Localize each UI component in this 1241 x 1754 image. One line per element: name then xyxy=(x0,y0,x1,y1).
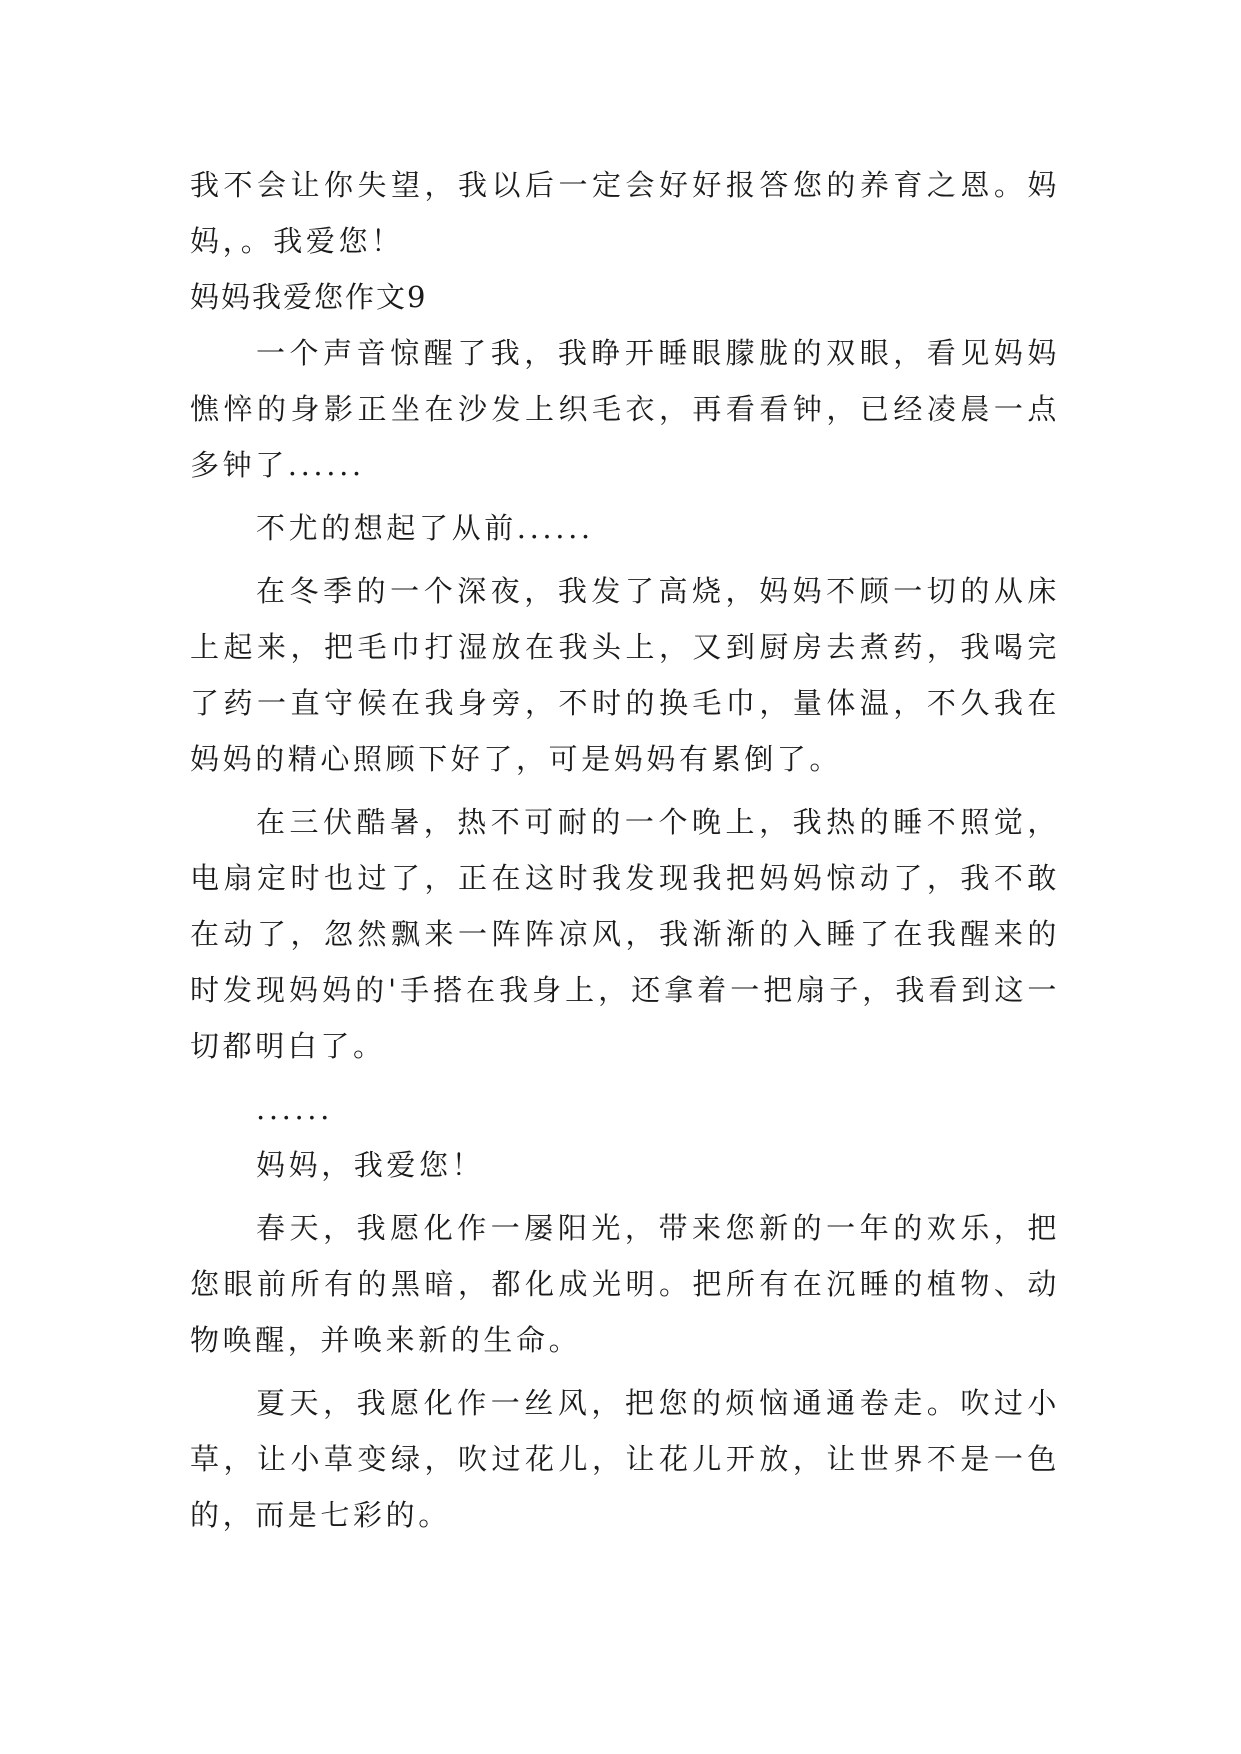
paragraph-summer-night: 在三伏酷暑，热不可耐的一个晚上，我热的睡不照觉，电扇定时也过了，正在这时我发现我把妈妈惊动了，我不敢在动了，忽然飘来一阵阵凉风，我渐渐的入睡了在我醒来的时发现妈妈的'手搭在我身上，还拿着一把扇子，我看到这一切都明白了。 xyxy=(190,805,1060,1063)
paragraph-spring: 春天，我愿化作一屡阳光，带来您新的一年的欢乐，把您眼前所有的黑暗，都化成光明。把所有在沉睡的植物、动物唤醒，并唤来新的生命。 xyxy=(190,1211,1060,1357)
paragraph-waking: 一个声音惊醒了我，我睁开睡眼朦胧的双眼，看见妈妈憔悴的身影正坐在沙发上织毛衣，再看看钟，已经凌晨一点多钟了...... xyxy=(190,336,1060,482)
paragraph-winter-night: 在冬季的一个深夜，我发了高烧，妈妈不顾一切的从床上起来，把毛巾打湿放在我头上，又到厨房去煮药，我喝完了药一直守候在我身旁，不时的换毛巾，量体温，不久我在妈妈的精心照顾下好了，可是妈妈有累倒了。 xyxy=(190,574,1060,776)
essay-title: 妈妈我爱您作文9 xyxy=(190,280,428,314)
paragraph-i-love-you: 妈妈，我爱您！ xyxy=(256,1148,485,1182)
paragraph-summer: 夏天，我愿化作一丝风，把您的烦恼通通卷走。吹过小草，让小草变绿，吹过花儿，让花儿开放，让世界不是一色的，而是七彩的。 xyxy=(190,1386,1060,1532)
essay-body xyxy=(190,157,1060,1543)
paragraph-recall: 不尤的想起了从前...... xyxy=(256,511,594,545)
paragraph-spacer xyxy=(190,787,1060,794)
paragraph-spacer xyxy=(190,493,1060,500)
paragraph-spacer xyxy=(190,556,1060,563)
paragraph-spacer xyxy=(190,1074,1060,1081)
paragraph-closing-line: 我不会让你失望，我以后一定会好好报答您的养育之恩。妈妈，。我爱您！ xyxy=(190,168,1060,258)
paragraph-ellipsis: ...... xyxy=(256,1092,333,1126)
paragraph-spacer xyxy=(190,1193,1060,1200)
paragraph-spacer xyxy=(190,1368,1060,1375)
